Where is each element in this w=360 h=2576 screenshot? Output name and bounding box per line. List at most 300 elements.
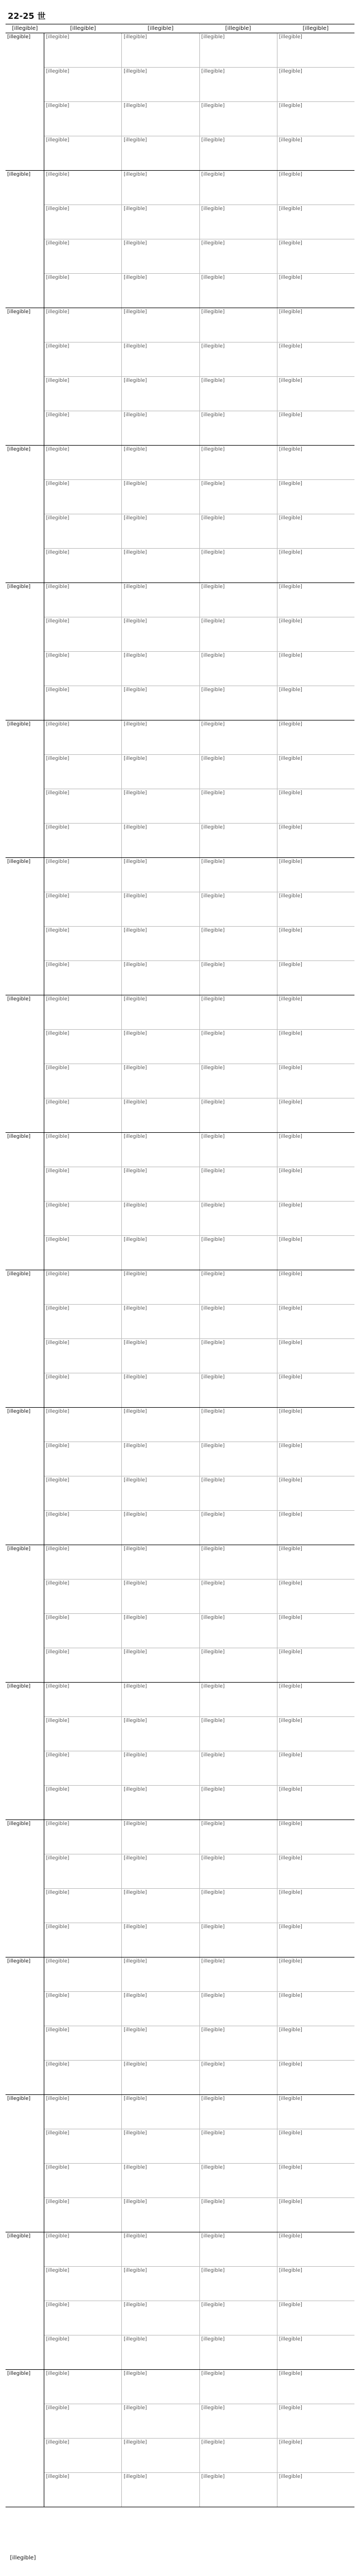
table-cell: [illegible] [200,1064,277,1098]
table-cell: [illegible] [122,755,199,789]
table-cell: [illegible] [279,1306,302,1311]
group-body [44,995,354,1132]
table-cell: [illegible] [200,377,277,411]
table-cell: [illegible] [44,755,122,789]
table-cell: [illegible] [122,927,199,960]
table-row [44,1786,354,1819]
table-cell: [illegible] [200,2129,277,2163]
table-cell: [illegible] [279,1168,302,1174]
table-cell: [illegible] [122,1786,199,1819]
table-cell: [illegible] [122,308,199,342]
table-cell: [illegible] [122,1992,199,2026]
table-cell: [illegible] [44,2370,122,2404]
table-cell: [illegible] [200,1339,277,1373]
table-cell: [illegible] [279,2130,302,2136]
table-row [44,824,354,857]
family-group [6,995,354,1133]
table-cell: [illegible] [279,34,302,40]
table-cell: [illegible] [279,1821,302,1827]
table-cell: [illegible] [122,2095,199,2129]
table-cell: [illegible] [44,1442,122,1476]
group-label: [illegible] [6,1133,44,1270]
group-label: [illegible] [6,1408,44,1545]
table-cell: [illegible] [122,1511,199,1545]
table-row [44,1373,354,1407]
column-header [6,24,354,33]
table-cell: [illegible] [44,686,122,720]
group-label: [illegible] [6,858,44,995]
table-cell: [illegible] [279,2268,302,2273]
table-cell: [illegible] [122,1305,199,1338]
table-row [44,343,354,377]
header-col-2: [illegible] [147,25,174,32]
table-cell: [illegible] [279,344,302,349]
table-cell: [illegible] [279,1856,302,1861]
group-label: [illegible] [6,2232,44,2369]
table-row [44,2473,354,2507]
table-cell: [illegible] [200,68,277,101]
table-cell: [illegible] [122,480,199,514]
table-cell: [illegible] [44,1408,122,1442]
table-cell: [illegible] [122,343,199,376]
table-cell: [illegible] [44,824,122,857]
table-cell: [illegible] [200,1442,277,1476]
table-cell: [illegible] [44,1373,122,1407]
table-cell: [illegible] [200,2061,277,2094]
table-cell: [illegible] [44,2026,122,2060]
table-cell: [illegible] [279,378,302,384]
table-row [44,961,354,995]
table-row [44,2232,354,2267]
group-body [44,720,354,857]
table-cell: [illegible] [44,2404,122,2438]
table-cell: [illegible] [44,1167,122,1201]
table-row [44,1751,354,1786]
table-cell: [illegible] [200,102,277,136]
family-group [6,2232,354,2370]
table-cell: [illegible] [279,825,302,830]
group-label: [illegible] [6,1957,44,2094]
table-row [44,1408,354,1442]
table-cell: [illegible] [279,2027,302,2033]
table-cell: [illegible] [279,687,302,693]
table-cell: [illegible] [44,480,122,514]
table-row [44,720,354,755]
family-group [6,33,354,171]
table-cell: [illegible] [122,2061,199,2094]
family-group [6,2370,354,2507]
table-row [44,1030,354,1064]
table-cell: [illegible] [279,2337,302,2342]
table-cell: [illegible] [279,1134,302,1139]
table-cell: [illegible] [200,1545,277,1579]
table-cell: [illegible] [200,1167,277,1201]
table-cell: [illegible] [279,1718,302,1724]
table-row [44,68,354,102]
table-cell: [illegible] [279,1443,302,1449]
table-cell: [illegible] [279,1203,302,1208]
table-row [44,2439,354,2473]
table-cell: [illegible] [122,892,199,926]
table-row [44,1992,354,2026]
table-cell: [illegible] [279,515,302,521]
table-cell: [illegible] [122,377,199,411]
group-body [44,583,354,720]
table-cell: [illegible] [200,617,277,651]
table-cell: [illegible] [200,2026,277,2060]
table-cell: [illegible] [200,2267,277,2301]
header-col-0: [illegible] [12,25,38,32]
table-row [44,1511,354,1545]
table-cell: [illegible] [279,1924,302,1930]
table-cell: [illegible] [44,1923,122,1957]
table-cell: [illegible] [44,1580,122,1613]
table-row [44,514,354,549]
table-cell: [illegible] [279,1100,302,1105]
table-cell: [illegible] [279,1959,302,1964]
table-row [44,1545,354,1580]
table-cell: [illegible] [279,893,302,899]
table-cell: [illegible] [44,1098,122,1132]
table-cell: [illegible] [122,1923,199,1957]
table-cell: [illegible] [279,275,302,280]
table-cell: [illegible] [200,1992,277,2026]
group-body [44,1683,354,1819]
table-row [44,1889,354,1923]
table-row [44,1133,354,1167]
table-cell: [illegible] [122,549,199,582]
table-cell: [illegible] [279,241,302,246]
family-group [6,1545,354,1683]
table-cell: [illegible] [279,2302,302,2308]
group-label: [illegible] [6,1545,44,1682]
table-cell: [illegible] [122,2198,199,2232]
table-row [44,2061,354,2094]
family-group [6,1408,354,1545]
table-cell: [illegible] [44,1202,122,1235]
table-cell: [illegible] [122,1339,199,1373]
group-label: [illegible] [6,171,44,308]
table-cell: [illegible] [44,274,122,308]
table-cell: [illegible] [279,1649,302,1655]
header-col-4: [illegible] [302,25,329,32]
table-row [44,1167,354,1202]
table-cell: [illegible] [122,995,199,1029]
table-cell: [illegible] [200,1580,277,1613]
table-cell: [illegible] [122,2164,199,2197]
table-cell: [illegible] [44,583,122,617]
table-cell: [illegible] [44,2439,122,2472]
table-cell: [illegible] [122,514,199,548]
table-cell: [illegible] [122,1476,199,1510]
table-cell: [illegible] [279,1340,302,1346]
table-row [44,1923,354,1957]
table-cell: [illegible] [122,1648,199,1682]
table-cell: [illegible] [122,652,199,686]
table-cell: [illegible] [279,1890,302,1895]
table-cell: [illegible] [122,1236,199,1270]
table-cell: [illegible] [200,549,277,582]
group-label: [illegible] [6,2095,44,2232]
table-cell: [illegible] [279,996,302,1002]
table-cell: [illegible] [200,755,277,789]
table-cell: [illegible] [122,1854,199,1888]
table-row [44,1957,354,1992]
table-cell: [illegible] [200,652,277,686]
table-cell: [illegible] [200,136,277,170]
table-cell: [illegible] [44,892,122,926]
group-body [44,446,354,582]
table-cell: [illegible] [44,1957,122,1991]
table-cell: [illegible] [122,1408,199,1442]
table-cell: [illegible] [279,2233,302,2239]
footnote: [illegible] [10,2555,36,2561]
table-cell: [illegible] [44,171,122,205]
table-row [44,2026,354,2061]
table-row [44,1270,354,1305]
table-cell: [illegible] [122,720,199,754]
table-cell: [illegible] [279,1993,302,1999]
family-group [6,583,354,720]
family-group [6,1270,354,1408]
table-cell: [illegible] [44,2129,122,2163]
table-cell: [illegible] [44,1854,122,1888]
table-cell: [illegible] [200,720,277,754]
table-cell: [illegible] [44,858,122,892]
group-label: [illegible] [6,1683,44,1819]
table-cell: [illegible] [200,1648,277,1682]
table-row [44,411,354,445]
table-cell: [illegible] [44,2301,122,2335]
table-cell: [illegible] [44,1476,122,1510]
group-body [44,1133,354,1270]
table-cell: [illegible] [200,1820,277,1854]
table-cell: [illegible] [200,2370,277,2404]
group-label: [illegible] [6,33,44,170]
table-cell: [illegible] [44,617,122,651]
family-group [6,720,354,858]
table-cell: [illegible] [122,1957,199,1991]
table-row [44,995,354,1030]
table-row [44,1064,354,1098]
table-cell: [illegible] [200,1408,277,1442]
table-row [44,2335,354,2369]
table-cell: [illegible] [44,1820,122,1854]
table-cell: [illegible] [279,550,302,555]
table-cell: [illegible] [279,1684,302,1689]
table-cell: [illegible] [122,789,199,823]
table-cell: [illegible] [44,2267,122,2301]
table-cell: [illegible] [44,205,122,239]
table-cell: [illegible] [44,2232,122,2266]
table-cell: [illegible] [200,205,277,239]
table-cell: [illegible] [44,411,122,445]
table-row [44,1854,354,1889]
table-cell: [illegible] [200,274,277,308]
table-cell: [illegible] [44,446,122,479]
table-cell: [illegible] [279,412,302,418]
table-cell: [illegible] [44,68,122,101]
family-group [6,1957,354,2095]
table-cell: [illegible] [122,1270,199,1304]
group-body [44,1820,354,1957]
table-cell: [illegible] [44,1683,122,1716]
table-cell: [illegible] [122,583,199,617]
table-cell: [illegible] [44,1889,122,1923]
header-col-3: [illegible] [225,25,251,32]
table-cell: [illegible] [279,653,302,658]
group-label: [illegible] [6,308,44,445]
family-group [6,308,354,446]
header-col-1: [illegible] [70,25,96,32]
table-cell: [illegible] [200,343,277,376]
family-group [6,1133,354,1270]
table-cell: [illegible] [44,1717,122,1751]
table-cell: [illegible] [200,1098,277,1132]
table-cell: [illegible] [200,1751,277,1785]
table-cell: [illegible] [122,1442,199,1476]
group-body [44,1270,354,1407]
table-cell: [illegible] [279,447,302,452]
table-row [44,2164,354,2198]
table-cell: [illegible] [200,2198,277,2232]
table-cell: [illegible] [200,1923,277,1957]
table-cell: [illegible] [122,2404,199,2438]
table-cell: [illegible] [279,69,302,74]
generation-title: 22-25 世 [8,11,46,21]
table-cell: [illegible] [122,1820,199,1854]
table-cell: [illegible] [122,1580,199,1613]
table-cell: [illegible] [279,309,302,315]
table-cell: [illegible] [200,789,277,823]
group-body [44,858,354,995]
table-cell: [illegible] [44,1270,122,1304]
table-cell: [illegible] [279,2165,302,2170]
table-row [44,686,354,720]
table-cell: [illegible] [122,824,199,857]
table-row [44,2301,354,2335]
table-cell: [illegible] [279,584,302,590]
table-cell: [illegible] [279,481,302,487]
table-cell: [illegible] [122,1545,199,1579]
table-row [44,789,354,824]
table-cell: [illegible] [200,1511,277,1545]
table-cell: [illegible] [122,205,199,239]
table-cell: [illegible] [279,756,302,761]
table-cell: [illegible] [122,1889,199,1923]
table-cell: [illegible] [200,1854,277,1888]
table-row [44,1098,354,1132]
table-cell: [illegible] [122,1202,199,1235]
table-cell: [illegible] [44,1992,122,2026]
table-cell: [illegible] [122,2335,199,2369]
table-cell: [illegible] [200,1889,277,1923]
table-cell: [illegible] [44,1064,122,1098]
table-row [44,33,354,68]
table-cell: [illegible] [279,1787,302,1792]
table-row [44,446,354,480]
table-cell: [illegible] [44,789,122,823]
table-cell: [illegible] [200,892,277,926]
group-label: [illegible] [6,720,44,857]
table-cell: [illegible] [279,1615,302,1621]
table-cell: [illegible] [200,1614,277,1648]
table-row [44,2095,354,2129]
group-label: [illegible] [6,583,44,720]
group-label: [illegible] [6,446,44,582]
table-cell: [illegible] [44,514,122,548]
group-body [44,33,354,170]
table-cell: [illegible] [122,686,199,720]
table-cell: [illegible] [44,2164,122,2197]
table-row [44,1476,354,1511]
table-cell: [illegible] [200,514,277,548]
table-cell: [illegible] [44,308,122,342]
family-group [6,1820,354,1957]
table-cell: [illegible] [200,308,277,342]
table-cell: [illegible] [44,652,122,686]
table-row [44,617,354,652]
table-cell: [illegible] [44,33,122,67]
table-cell: [illegible] [44,102,122,136]
table-row [44,1648,354,1682]
table-cell: [illegible] [200,1786,277,1819]
table-cell: [illegible] [44,995,122,1029]
table-cell: [illegible] [279,1581,302,1586]
table-row [44,1717,354,1751]
table-cell: [illegible] [279,1478,302,1483]
table-cell: [illegible] [44,961,122,995]
table-cell: [illegible] [122,1614,199,1648]
table-cell: [illegible] [122,961,199,995]
table-cell: [illegible] [122,1751,199,1785]
table-cell: [illegible] [200,927,277,960]
table-cell: [illegible] [200,239,277,273]
table-row [44,480,354,514]
table-row [44,136,354,170]
table-cell: [illegible] [200,1270,277,1304]
table-cell: [illegible] [200,2301,277,2335]
table-row [44,2129,354,2164]
table-row [44,755,354,789]
table-cell: [illegible] [44,2198,122,2232]
group-body [44,171,354,308]
table-cell: [illegible] [200,1373,277,1407]
table-cell: [illegible] [122,1098,199,1132]
table-cell: [illegible] [200,171,277,205]
table-cell: [illegible] [44,1614,122,1648]
table-cell: [illegible] [279,962,302,968]
table-cell: [illegible] [200,2095,277,2129]
table-cell: [illegible] [279,2199,302,2205]
table-cell: [illegible] [279,1512,302,1517]
table-row [44,205,354,239]
table-cell: [illegible] [122,2026,199,2060]
table-cell: [illegible] [122,2473,199,2507]
table-cell: [illegible] [44,1786,122,1819]
table-row [44,274,354,308]
table-cell: [illegible] [122,1373,199,1407]
group-body [44,1545,354,1682]
table-cell: [illegible] [279,1374,302,1380]
table-cell: [illegible] [279,2096,302,2102]
table-row [44,583,354,617]
table-cell: [illegible] [200,1305,277,1338]
table-cell: [illegible] [122,2439,199,2472]
family-group [6,446,354,583]
table-cell: [illegible] [279,859,302,865]
group-label: [illegible] [6,1820,44,1957]
